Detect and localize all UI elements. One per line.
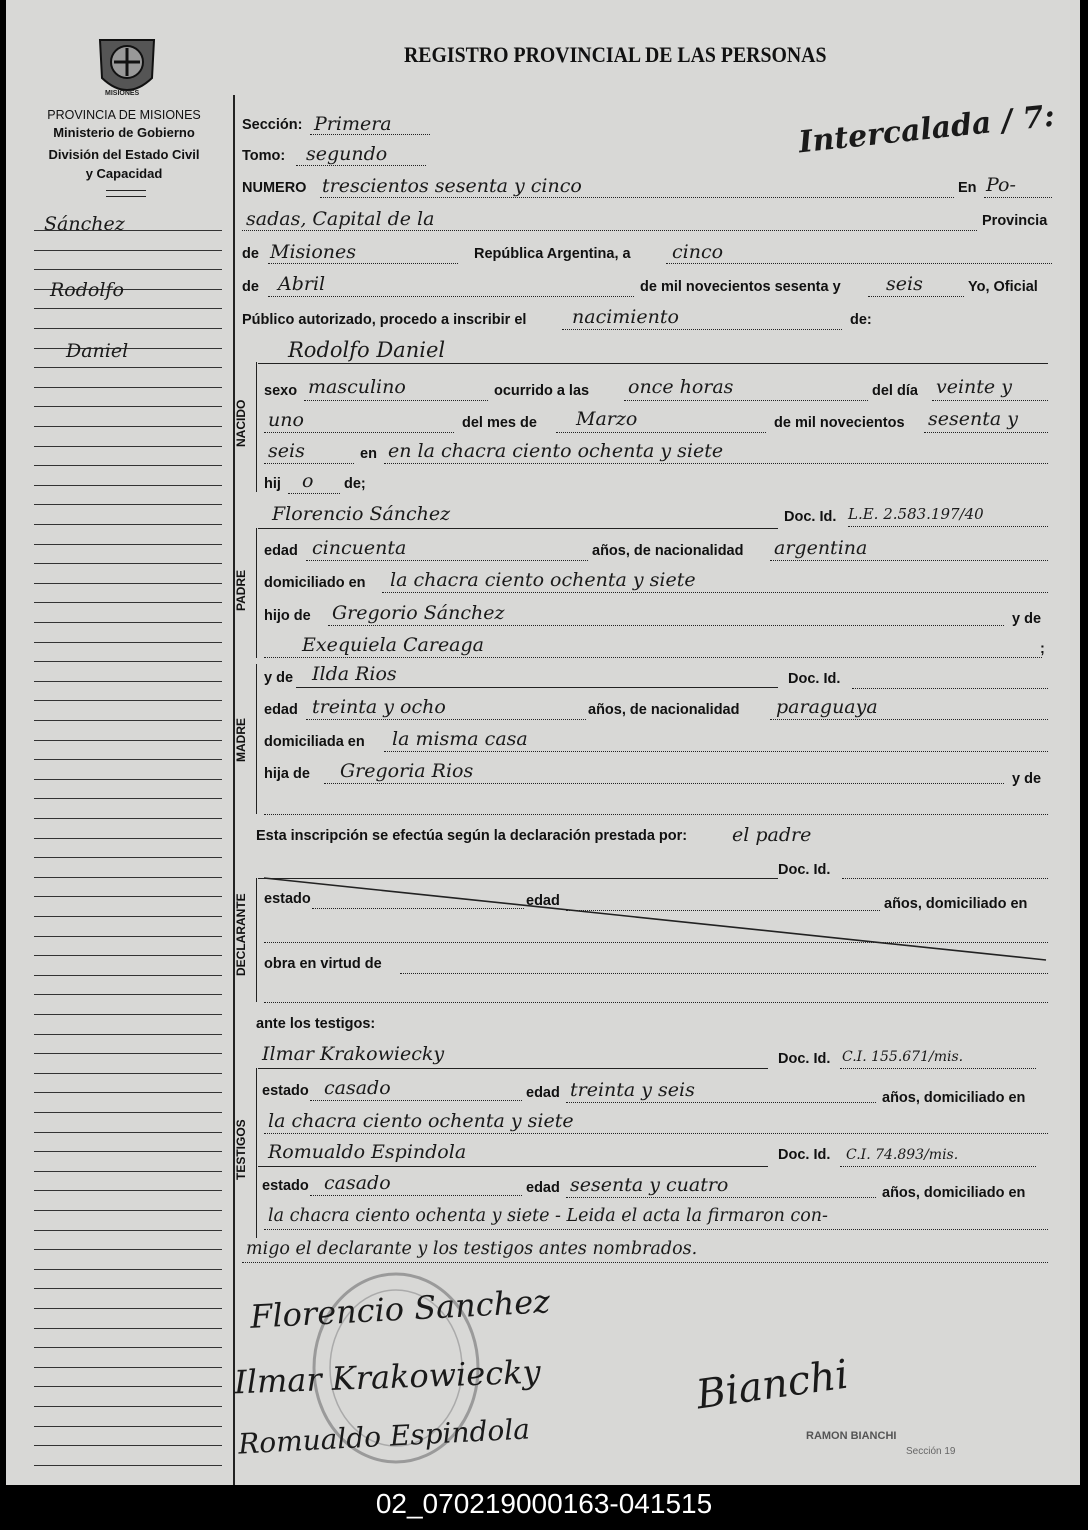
margin-rule [34,1249,222,1250]
abuelo-materno: Gregoria Rios [340,760,474,782]
divider [106,196,146,197]
margin-rule [34,896,222,897]
dotted-line [310,1100,522,1101]
margin-divider [233,95,235,1485]
dia-value: cinco [672,241,724,263]
dotted-line [556,432,766,433]
y-de-label: y de [1012,611,1042,627]
margin-rule [34,1073,222,1074]
edad-label: edad [526,1085,560,1101]
dotted-line [566,1197,876,1198]
margin-rule [34,524,222,525]
margin-rule [34,975,222,976]
solid-line [258,363,1048,364]
margin-rule [34,1347,222,1348]
margin-rule [34,1171,222,1172]
ciudad-value: sadas, Capital de la [246,208,435,230]
edad-label: edad [264,702,298,718]
page-title: REGISTRO PROVINCIAL DE LAS PERSONAS [404,42,827,67]
estado-label: estado [262,1178,309,1194]
testigo-2-nombre: Romualdo Espindola [268,1141,467,1163]
margin-rule [34,916,222,917]
tomo-label: Tomo: [242,148,286,164]
margin-rule [34,485,222,486]
hij-label: hij [264,476,281,492]
section-bracket [256,664,257,814]
margin-stamp: Intercalada / 7: [796,98,1057,161]
division-label: División del Estado Civil [48,147,200,162]
margin-rule [34,700,222,701]
publico-label: Público autorizado, procedo a inscribir el [242,312,527,328]
testigo-1-edad: treinta y seis [570,1079,695,1101]
testigo-1-nombre: Ilmar Krakowiecky [262,1043,445,1065]
dotted-line [264,814,1048,815]
yo-oficial-label: Yo, Oficial [968,279,1038,295]
dotted-line [264,657,1042,658]
margin-rule [34,1367,222,1368]
cierre-text: migo el declarante y los testigos antes nombrados. [246,1239,698,1259]
firma-testigo-2: Romualdo Espindola [237,1412,531,1461]
oficial-stamp-line-2: Sección 19 [906,1446,956,1457]
de-label: de [242,279,259,295]
abuelo-paterno: Gregorio Sánchez [332,602,505,624]
dotted-line [840,1068,1036,1069]
dotted-line [320,197,954,198]
margin-rule [34,426,222,427]
hora-value: once horas [628,376,734,398]
padre-nacionalidad: argentina [774,537,868,559]
doc-id-label: Doc. Id. [778,1147,831,1163]
anio-value: seis [886,273,923,295]
padre-edad: cincuenta [312,537,407,559]
edad-label: edad [526,893,560,909]
section-bracket [256,1068,257,1238]
margin-rule [34,1445,222,1446]
hijo-de-label: hijo de [264,608,311,624]
testigo-1-doc: C.I. 155.671/mis. [842,1049,964,1065]
provincia-value: Misiones [270,241,357,263]
margin-rule [34,1210,222,1211]
testigo-2-estado: casado [324,1172,391,1194]
en-value: Po- [986,174,1016,196]
margin-rule [34,328,222,329]
dotted-line [932,400,1048,401]
margin-name-1: Rodolfo [50,279,124,301]
margin-rule [34,1288,222,1289]
testigo-2-domicilio: la chacra ciento ochenta y siete - Leida el acta la firmaron con- [268,1206,828,1226]
doc-id-label: Doc. Id. [778,1051,831,1067]
margin-rule [34,406,222,407]
margin-rule [34,583,222,584]
testigo-1-estado: casado [324,1077,391,1099]
lugar-value: en la chacra ciento ochenta y siete [388,440,724,462]
margin-rule [34,1151,222,1152]
margin-rule [34,504,222,505]
dotted-line [770,560,1048,561]
dotted-line [328,625,1004,626]
dotted-line [924,432,1048,433]
anos-nac-label: años, de nacionalidad [588,702,740,718]
margin-rule [34,661,222,662]
testigo-1-domicilio: la chacra ciento ochenta y siete [268,1110,574,1132]
solid-line [258,1068,768,1069]
de-colon-label: de: [850,312,872,328]
edad-label: edad [526,1180,560,1196]
dia-value-2: uno [268,409,304,431]
seal-caption: MISIONES [105,90,140,97]
footer-code: 02_070219000163-041515 [375,1488,713,1519]
del-mes-label: del mes de [462,415,537,431]
dotted-line [848,526,1048,527]
domiciliada-label: domiciliada en [264,734,365,750]
testigo-2-edad: sesenta y cuatro [570,1174,729,1196]
dotted-line [264,432,454,433]
section-bracket [256,362,257,492]
margin-rule [34,838,222,839]
margin-rule [34,818,222,819]
madre-side-label: MADRE [234,718,248,762]
margin-rule [34,1308,222,1309]
margin-rule [34,955,222,956]
margin-rule [34,642,222,643]
estado-label: estado [262,1083,309,1099]
dotted-line [268,263,458,264]
province-label: PROVINCIA DE MISIONES [47,108,201,122]
numero-value: trescientos sesenta y cinco [322,175,582,197]
y-de-label: y de [1012,771,1042,787]
padre-side-label: PADRE [234,569,248,611]
anos-dom-label: años, domiciliado en [882,1185,1026,1201]
numero-label: NUMERO [242,180,307,196]
padre-domicilio: la chacra ciento ochenta y siete [390,569,696,591]
anos-nac-label: años, de nacionalidad [592,543,744,559]
testigos-side-label: TESTIGOS [234,1119,248,1181]
margin-rule [34,465,222,466]
margin-rule [34,994,222,995]
abuela-paterna: Exequiela Careaga [302,634,485,656]
dotted-line [264,1133,1048,1134]
margin-rule [34,1092,222,1093]
padre-doc: L.E. 2.583.197/40 [848,505,984,523]
anio-value-2: seis [268,440,305,462]
declarante-por: el padre [732,824,812,846]
margin-rule [34,681,222,682]
dotted-line [306,560,588,561]
section-bracket [256,528,257,658]
division-label-2: y Capacidad [85,166,163,181]
margin-rule [34,1426,222,1427]
edad-label: edad [264,543,298,559]
sexo-value: masculino [308,376,406,398]
margin-rule [34,857,222,858]
sexo-label: sexo [264,383,298,399]
document-page [6,0,1080,1485]
margin-rule [34,1269,222,1270]
margin-rule [34,1386,222,1387]
dotted-line [666,263,1052,264]
obra-label: obra en virtud de [264,956,382,972]
margin-rule [34,1465,222,1466]
margin-rule [34,250,222,251]
margin-rule [34,1132,222,1133]
margin-rule [34,720,222,721]
margin-rule [34,1328,222,1329]
estado-label: estado [264,891,311,907]
margin-surname: Sánchez [44,213,125,235]
margin-rule [34,367,222,368]
margin-rule [34,1406,222,1407]
margin-rule [34,1034,222,1035]
dotted-line [770,719,1048,720]
mes-value: Abril [278,273,326,295]
margin-rule [34,544,222,545]
dotted-line [288,493,340,494]
dotted-line [984,197,1052,198]
dotted-line [840,1166,1036,1167]
del-dia-label: del día [872,383,918,399]
anio-value-1: sesenta y [928,408,1018,430]
hij-o-value: o [302,470,314,492]
margin-rule [34,602,222,603]
dotted-line [566,1102,876,1103]
dotted-line [242,230,977,231]
section-bracket [256,878,257,1002]
margin-rule [34,740,222,741]
provincia-label: Provincia [982,213,1048,229]
padre-nombre: Florencio Sánchez [272,503,451,525]
declarante-side-label: DECLARANTE [234,893,248,977]
de-mil-label-2: de mil novecientos [774,415,905,431]
madre-nacionalidad: paraguaya [776,696,878,718]
doc-id-label: Doc. Id. [778,862,831,878]
dotted-line [310,1195,522,1196]
anos-dom-label: años, domiciliado en [882,1090,1026,1106]
en-label: En [958,180,977,196]
mes-nacimiento: Marzo [576,408,638,430]
dotted-line [400,973,1048,974]
dotted-line [306,719,586,720]
dotted-line [242,1262,1048,1263]
firma-testigo-1: Ilmar Krakowiecky [233,1352,542,1402]
margin-rule [34,1053,222,1054]
dotted-line [868,296,964,297]
madre-domicilio: la misma casa [392,728,528,750]
madre-nombre: Ilda Rios [312,663,397,685]
solid-line [296,687,778,688]
oficial-stamp-line-1: RAMON BIANCHI [806,1430,897,1442]
dotted-line [264,463,354,464]
margin-rule [34,387,222,388]
dotted-line [384,463,1048,464]
margin-rule [34,759,222,760]
ante-testigos-label: ante los testigos: [256,1016,376,1032]
strike-through-line [260,876,1050,966]
semicolon-label: ; [1040,641,1045,657]
dotted-line [264,1002,1048,1003]
margin-rule [34,1014,222,1015]
de-label: de [242,246,259,262]
margin-name-2: Daniel [66,340,129,362]
dotted-line [296,165,426,166]
en-lower-label: en [360,446,377,462]
de-mil-label: de mil novecientos sesenta y [640,279,841,295]
acto-value: nacimiento [572,306,679,328]
margin-rule [34,308,222,309]
republica-label: República Argentina, a [474,246,631,262]
seccion-label: Sección: [242,117,303,133]
margin-rule [34,798,222,799]
tomo-value: segundo [306,143,388,165]
ministry-label: Ministerio de Gobierno [53,125,195,140]
dotted-line [624,400,868,401]
margin-rule [34,446,222,447]
de-semicolon-label: de; [344,476,366,492]
dotted-line [852,688,1048,689]
margin-rule [34,1190,222,1191]
testigo-2-doc: C.I. 74.893/mis. [846,1147,959,1163]
doc-id-label: Doc. Id. [788,671,841,687]
firma-padre: Florencio Sanchez [249,1282,551,1336]
solid-line [258,1166,768,1167]
firma-oficial: Bianchi [693,1351,852,1419]
y-de-label: y de [264,670,294,686]
margin-rule [34,622,222,623]
margin-rule [34,269,222,270]
solid-line [258,528,778,529]
seccion-value: Primera [314,113,392,135]
nacido-side-label: NACIDO [234,399,248,447]
dotted-line [384,751,1048,752]
anos-dom-label: años, domiciliado en [884,896,1028,912]
dotted-line [268,296,634,297]
margin-rule [34,1230,222,1231]
margin-rule [34,1112,222,1113]
madre-edad: treinta y ocho [312,696,446,718]
hija-de-label: hija de [264,766,310,782]
ocurrido-label: ocurrido a las [494,383,590,399]
margin-rule [34,563,222,564]
dotted-line [264,1229,1048,1230]
doc-id-label: Doc. Id. [784,509,837,525]
dia-value-1: veinte y [936,376,1012,398]
dotted-line [562,329,842,330]
dotted-line [382,592,1048,593]
dotted-line [304,400,488,401]
nacido-nombre: Rodolfo Daniel [288,338,446,362]
dotted-line [324,783,1004,784]
declaracion-label: Esta inscripción se efectúa según la declaración prestada por: [256,828,688,844]
margin-rule [34,877,222,878]
margin-rule [34,936,222,937]
divider [106,190,146,191]
margin-rule [34,779,222,780]
domiciliado-label: domiciliado en [264,575,366,591]
